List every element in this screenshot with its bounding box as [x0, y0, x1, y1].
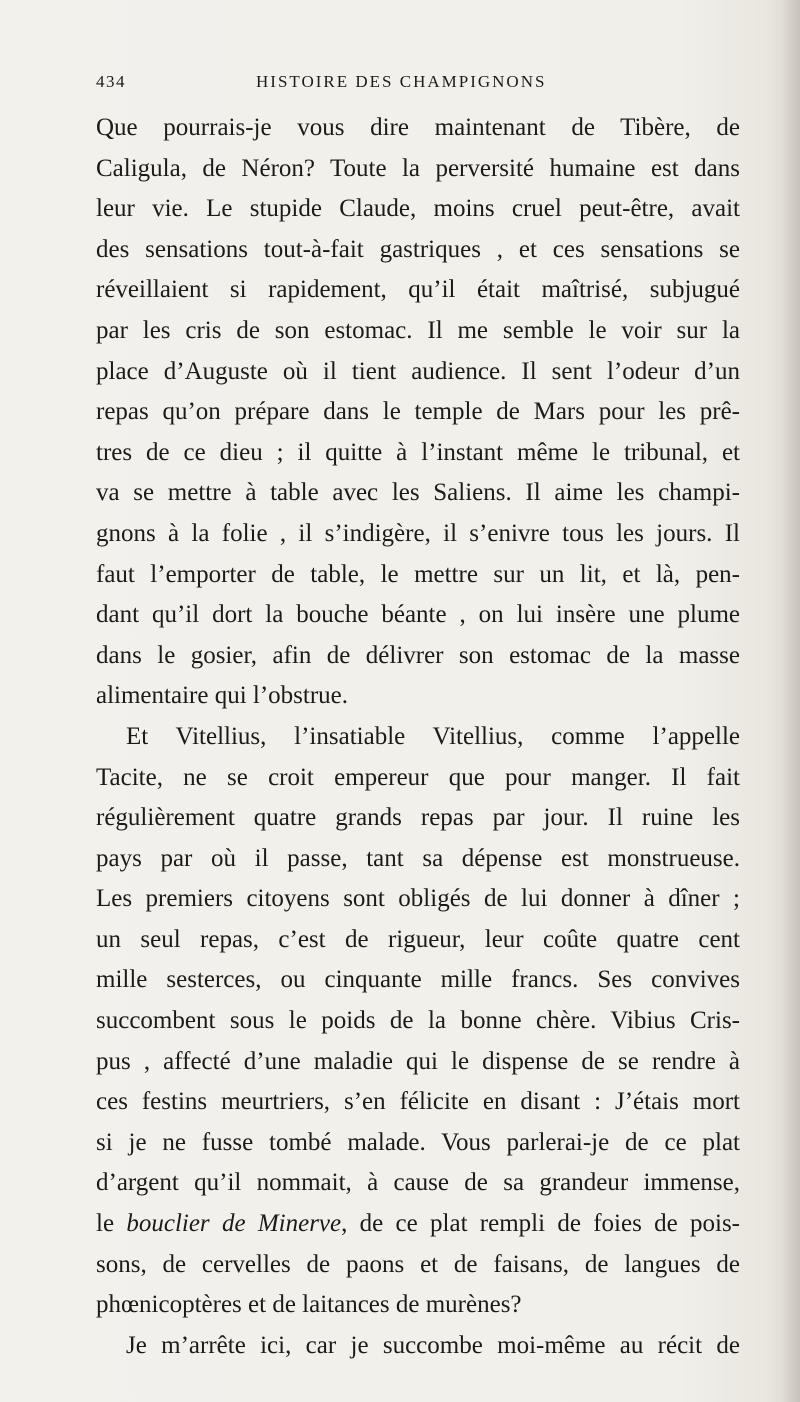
- text-line: dans le gosier, afin de délivrer son estomac de la masse: [96, 641, 740, 669]
- text-line: gnons à la folie , il s’indigère, il s’enivre tous les jours. Il: [96, 519, 740, 547]
- text-line: des sensations tout-à-fait gastriques , et ces sensations se: [96, 235, 740, 263]
- paragraph-end-line: alimentaire qui l’obstrue.: [96, 682, 349, 710]
- text-line: va se mettre à table avec les Saliens. Il aime les champi-: [96, 479, 740, 507]
- text-line-with-italic: [96, 1204, 740, 1245]
- text-line: leur vie. Le stupide Claude, moins cruel peut-être, avait: [96, 195, 740, 223]
- text-line: pus , affecté d’une maladie qui le dispense de se rendre à: [96, 1047, 740, 1075]
- paragraph-start-line: Je m’arrête ici, car je succombe moi-même au récit de: [126, 1331, 740, 1359]
- text-line: faut l’emporter de table, le mettre sur un lit, et là, pen-: [96, 560, 740, 588]
- italic-title: bouclier de Minerve: [126, 1210, 342, 1238]
- text-line: si je ne fusse tombé malade. Vous parlerai-je de ce plat: [96, 1128, 740, 1156]
- text-fragment: le: [96, 1210, 115, 1238]
- page-header: [96, 72, 736, 98]
- text-line: tres de ce dieu ; il quitte à l’instant même le tribunal, et: [96, 438, 740, 466]
- page-edge-shadow: [782, 0, 800, 1402]
- text-line: Tacite, ne se croit empereur que pour manger. Il fait: [96, 763, 740, 791]
- text-line: mille sesterces, ou cinquante mille francs. Ses convives: [96, 966, 740, 994]
- text-line: Caligula, de Néron? Toute la perversité humaine est dans: [96, 154, 740, 182]
- text-line: pays par où il passe, tant sa dépense est monstrueuse.: [96, 844, 740, 872]
- body-text: [96, 108, 740, 1366]
- text-line: Les premiers citoyens sont obligés de lui donner à dîner ;: [96, 885, 740, 913]
- running-title: HISTOIRE DES CHAMPIGNONS: [256, 72, 547, 91]
- text-line: dant qu’il dort la bouche béante , on lui insère une plume: [96, 601, 740, 629]
- text-line: d’argent qu’il nommait, à cause de sa grandeur immense,: [96, 1169, 740, 1197]
- text-line: succombent sous le poids de la bonne chère. Vibius Cris-: [96, 1007, 740, 1035]
- text-line: réveillaient si rapidement, qu’il était maîtrisé, subjugué: [96, 276, 740, 304]
- text-fragment: , de ce plat rempli de foies de pois-: [341, 1210, 741, 1238]
- text-line: un seul repas, c’est de rigueur, leur coûte quatre cent: [96, 925, 740, 953]
- text-line: sons, de cervelles de paons et de faisans, de langues de: [96, 1250, 740, 1278]
- text-line: par les cris de son estomac. Il me semble le voir sur la: [96, 316, 740, 344]
- text-line: ces festins meurtriers, s’en félicite en disant : J’étais mort: [96, 1088, 740, 1116]
- text-line: régulièrement quatre grands repas par jour. Il ruine les: [96, 804, 740, 832]
- text-line: repas qu’on prépare dans le temple de Mars pour les prê-: [96, 398, 740, 426]
- page-number: 434: [96, 72, 126, 91]
- text-line: place d’Auguste où il tient audience. Il sent l’odeur d’un: [96, 357, 740, 385]
- paragraph-start-line: Et Vitellius, l’insatiable Vitellius, comme l’appelle: [126, 722, 740, 750]
- text-line: Que pourrais-je vous dire maintenant de Tibère, de: [96, 114, 740, 141]
- paragraph-end-line: phœnicoptères et de laitances de murènes?: [96, 1291, 522, 1319]
